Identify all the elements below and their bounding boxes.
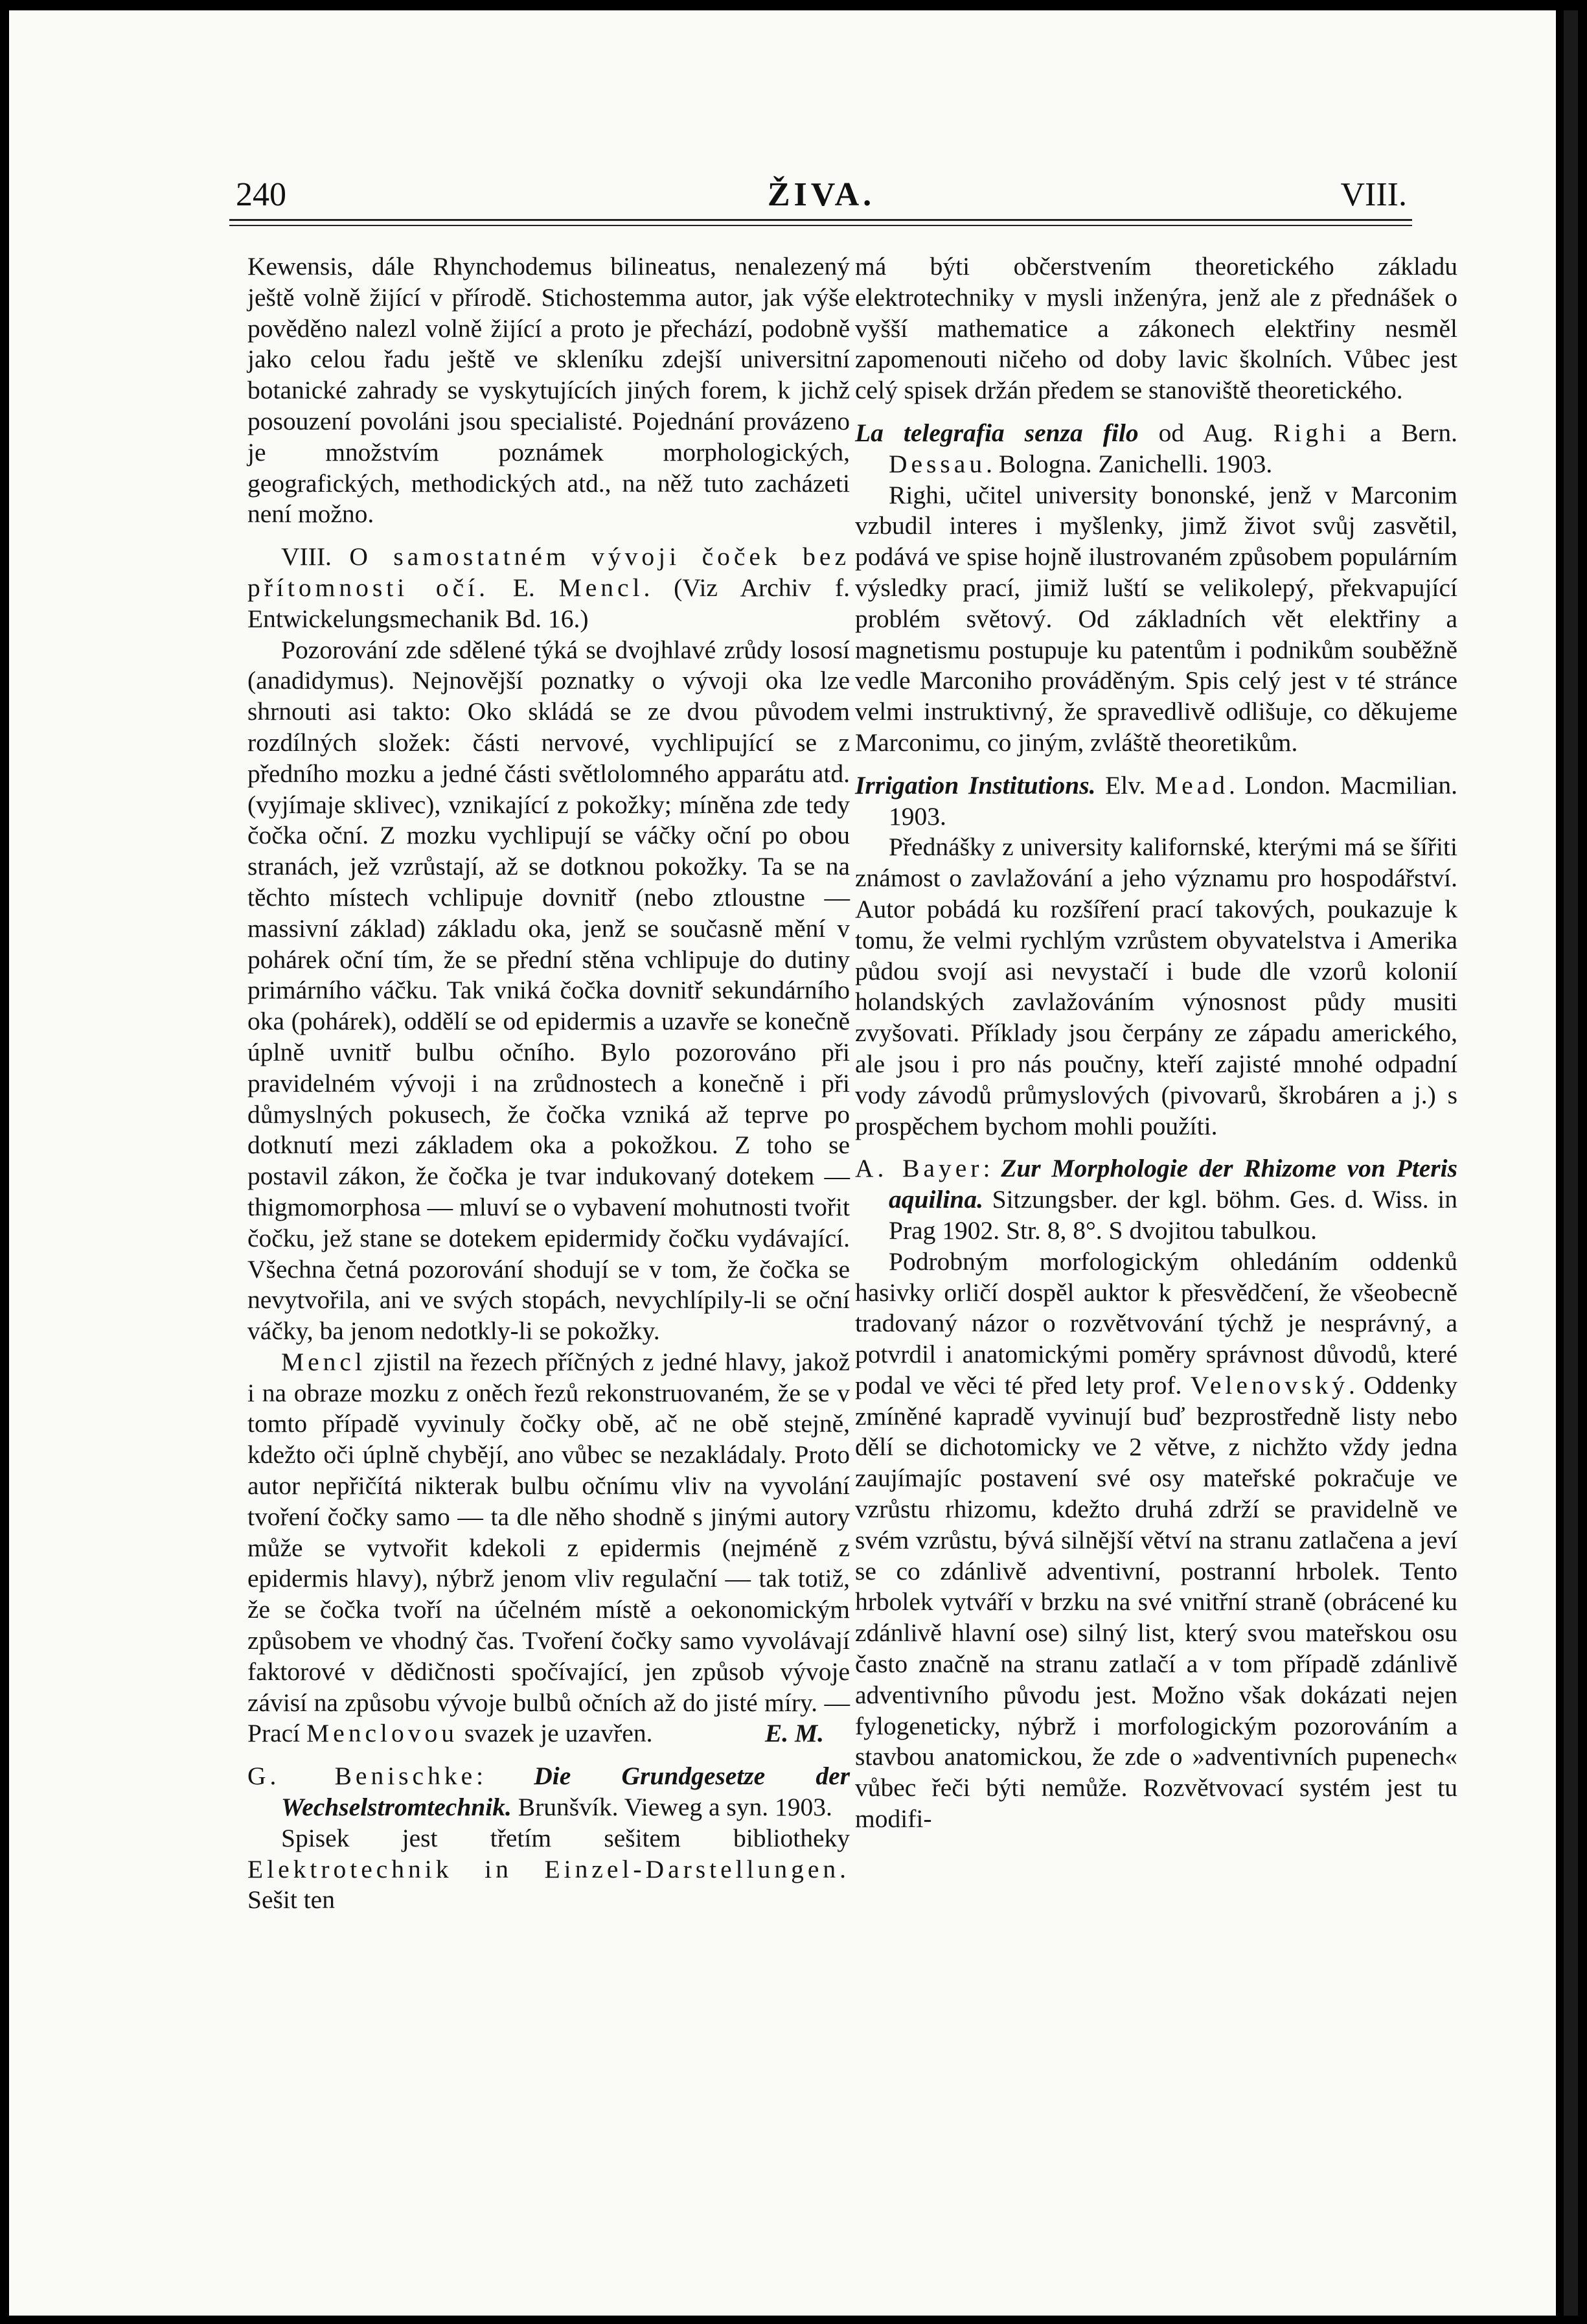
paragraph [247,1347,850,1749]
paragraph-text: Sešit ten [247,1885,335,1915]
paragraph [855,1247,1457,1835]
signature: E. M. [764,1719,824,1748]
right-column [855,251,1457,1835]
paragraph: má býti občerstvením theoretického základu elektrotechniky v mysli inženýra, jenž ale z přednášek o vyšší mathematice a zákonech elektřiny nesměl zapomenouti ničeho od doby lavic školních. Vůbec jest celý spisek držán předem se stanoviště theoretického. [855,252,1457,405]
header-rule [229,219,1412,221]
publication-info: . London. Macmilian. 1903. [889,770,1457,831]
separator: : [476,1762,534,1791]
book-title: Die Grundgesetze der Wechselstromtechnik. [281,1762,850,1822]
book-review-heading [855,418,1457,480]
paragraph: Pozorování zde sdělené týká se dvojhlavé zrůdy lososí (anadidymus). Nejnovější poznatky o vývoji oka lze shrnouti asi takto: Oko skládá se ze dvou původem rozdílných složek: části nervové, vychlipující se z předního mozku a jedné části světlolomného apparátu atd. (vyjímaje sklivec), vznikající z pokožky; míněna zde tedy čočka oční. Z mozku vychlipují se váčky oční po obou stranách, jež vzrůstají, až se dotknou pokožky. Ta se na těchto místech vchlipuje dovnitř (nebo ztloustne — massivní základ) základu oka, jenž se současně mění v pohárek oční tím, že se přední stěna vchlipuje do dutiny primárního váčku. Tak vniká čočka dovnitř sekundárního oka (pohárek), oddělí se od epidermis a uzavře se konečně úplně uvnitř bulbu očního. Bylo pozorováno při pravidelném vývoji i na zrůdnostech a konečně i při důmyslných pokusech, že čočka vzniká až teprve po dotknutí mezi základem oka a pokožkou. Z toho se postavil zákon, že čočka je tvar indukovaný dotekem — thigmomorphosa — mluví se o vybavení mohutnosti tvořit čočku, jež stane se dotekem epidermidy čočku vydávající. Všechna četná pozorování shodují se v tom, že čočka se nevytvořila, ani ve svých stopách, nevychlípily-li se oční váčky, ba jenom nedotkly-li se pokožky. [247,635,850,1346]
page-number: 240 [236,176,286,213]
publication-info: . Bologna. Zanichelli. 1903. [986,449,1273,478]
author-name: Mencl [558,573,644,602]
paragraph-text: svazek je uzavřen. [457,1719,653,1748]
running-header [236,176,1407,221]
paragraph: Righi, učitel university bononské, jenž v Marconim vzbudil interes i myšlenky, jimž život svůj zasvětil, podává ve spise hojně ilustrovaném způsobem populárním výsledky prací, jimiž luští se velikolepý, překvapující problém světový. Od základních vět elektřiny a magnetismu postupuje ku patentům i podnikům souběžně vedle Marconiho prováděným. Spis celý jest v té stránce velmi instruktivný, že spravedlivě odlišuje, co děkujeme Marconimu, co jiným, zvláště theoretikům. [855,480,1457,757]
author-name: G. Benischke [247,1762,477,1791]
book-title: Zur Morphologie der Rhizome von Pteris aquilina. [889,1154,1457,1214]
paragraph [247,1823,850,1916]
book-title: Irrigation Institutions. [855,770,1096,800]
section-title: O samostatném vývoji čoček bez přítomnosti očí. [247,542,850,602]
journal-title: ŽIVA. [767,176,876,213]
book-review-heading [855,770,1457,833]
scan-edge [1564,10,1578,2316]
paragraph-text: Podrobným morfologickým ohledáním oddenků hasivky orličí dospěl auktor k přesvědčení, že všeobecně tradovaný názor o rozvětvování týchž je nesprávný, a potvrdil i anatomickými poměry správnost důvodů, které podal ve věci té před lety prof. [855,1247,1457,1399]
publication-info: Sitzungsber. der kgl. böhm. Ges. d. Wiss. in Prag 1902. Str. 8, 8°. S dvojitou tabulkou. [889,1185,1457,1245]
author-name: Menclovou [306,1719,458,1748]
author-name: Velenovský [1190,1370,1349,1399]
paragraph-text: zjistil na řezech příčných z jedné hlavy, jakož i na obraze mozku z oněch řezů rekonstruovaném, že se v tomto případě vyvinuly čočky obě, ač ne obě stejně, kdežto oči úplně chybějí, ano vůbec se nezakládaly. Proto autor nepřičítá nikterak bulbu očnímu vliv na vyvolání tvoření čočky samo — ta dle něho shodně s jinými autory může se vytvořit kdekoli z epidermis (nejméně z epidermis hlavy), nýbrž jenom vliv regulační — tak totiž, že se čočka tvoří na účelném místě a oekonomickým způsobem ve vhodný čas. Tvoření čočky samo vyvolávají faktorové v dědičnosti spočívající, jen způsob vývoje závisí na způsobu vývoje bulbů očních až do jisté míry. — Prací [247,1347,850,1748]
separator: : [983,1154,1001,1183]
book-page [9,10,1556,2316]
publication-info: a Bern. [1349,418,1457,447]
author-name: Mencl [281,1347,366,1376]
paragraph-text: . Oddenky zmíněné kapradě vyvinují buď bezprostředně listy nebo dělí se dichotomicky ve 2 větve, z nichžto vždy jedna zaujímajíc postavení své osy mateřské pokračuje ve vzrůstu rhizomu, kdežto druhá zdrží se pravidelně ve svém vzrůstu, bývá silnější větví na stranu zatlačena a jeví se co zdánlivě adventivní, postranní hrbolek. Tento hrbolek vytváří v brzku na své vnitřní straně (obrácené ku zdánlivě hlavní ose) silný list, který svou mateřskou osu často značně na stranu zatlačí a v tom případě zdánlivě adventivního původu jest. Možno však dokázati nejen fylogeneticky, nýbrž i morfologickým pozorováním a stavbou anatomickou, že zde o »adventivních pupenech« vůbec řeči býti nemůže. Rozvětvovací systém jest tu modifi- [855,1370,1458,1834]
author-name: Righi [1273,418,1350,447]
book-review-heading [855,1153,1457,1246]
book-review-heading [247,1761,850,1823]
citation: . (Viz Archiv f. Entwickelungsmechanik Bd. 16.) [247,573,850,633]
left-column [247,251,850,1916]
section-heading-viii [247,542,850,634]
series-title: Elektrotechnik in Einzel-Darstellungen. [247,1854,850,1883]
author-name: Dessau [889,449,987,478]
paragraph: Přednášky z university kalifornské, kterými má se šířiti známost o zavlažování a jeho významu pro hospodářství. Autor pobádá ku rozšíření prací takových, poukazuje k tomu, že velmi rychlým vzrůstem obyvatelstva i Amerika půdou svojí asi nevystačí i bude dle vzorů kolonií holandských zavlažováním výnosnost půdy musiti zvyšovati. Příklady jsou čerpány ze západu amerického, ale jsou i pro nás poučny, kteří zajisté mnohé odpadní vody závodů průmyslových (pivovarů, škrobáren a j.) s prospěchem bychom mohli použíti. [855,833,1457,1140]
book-title: La telegrafia senza filo [855,418,1139,447]
author-initial: E. [489,573,559,602]
publication-info: od Aug. [1138,418,1273,447]
publication-info: Elv. [1095,770,1156,800]
publication-info: Brunšvík. Vieweg a syn. 1903. [511,1793,832,1822]
author-name: A. Bayer [855,1154,983,1183]
paragraph: Kewensis, dále Rhynchodemus bilineatus, nenalezený ještě volně žijící v přírodě. Stichostemma autor, jak výše pověděno nalezl volně žijící a proto je přechází, podobně jako celou řadu ještě ve skleníku zdejší universitní botanické zahrady se vyskytujících jiných forem, k jichž posouzení povoláni jsou specialisté. Pojednání provázeno je množstvím poznámek morphologických, geografických, methodických atd., na něž tuto zacházeti není možno. [247,252,850,529]
author-name: Mead [1155,770,1229,800]
section-number: VIII. [281,542,350,571]
volume-number: VIII. [1340,176,1407,213]
header-rule-thin [229,225,1412,226]
paragraph-text: Spisek jest třetím sešitem bibliotheky [281,1823,850,1852]
